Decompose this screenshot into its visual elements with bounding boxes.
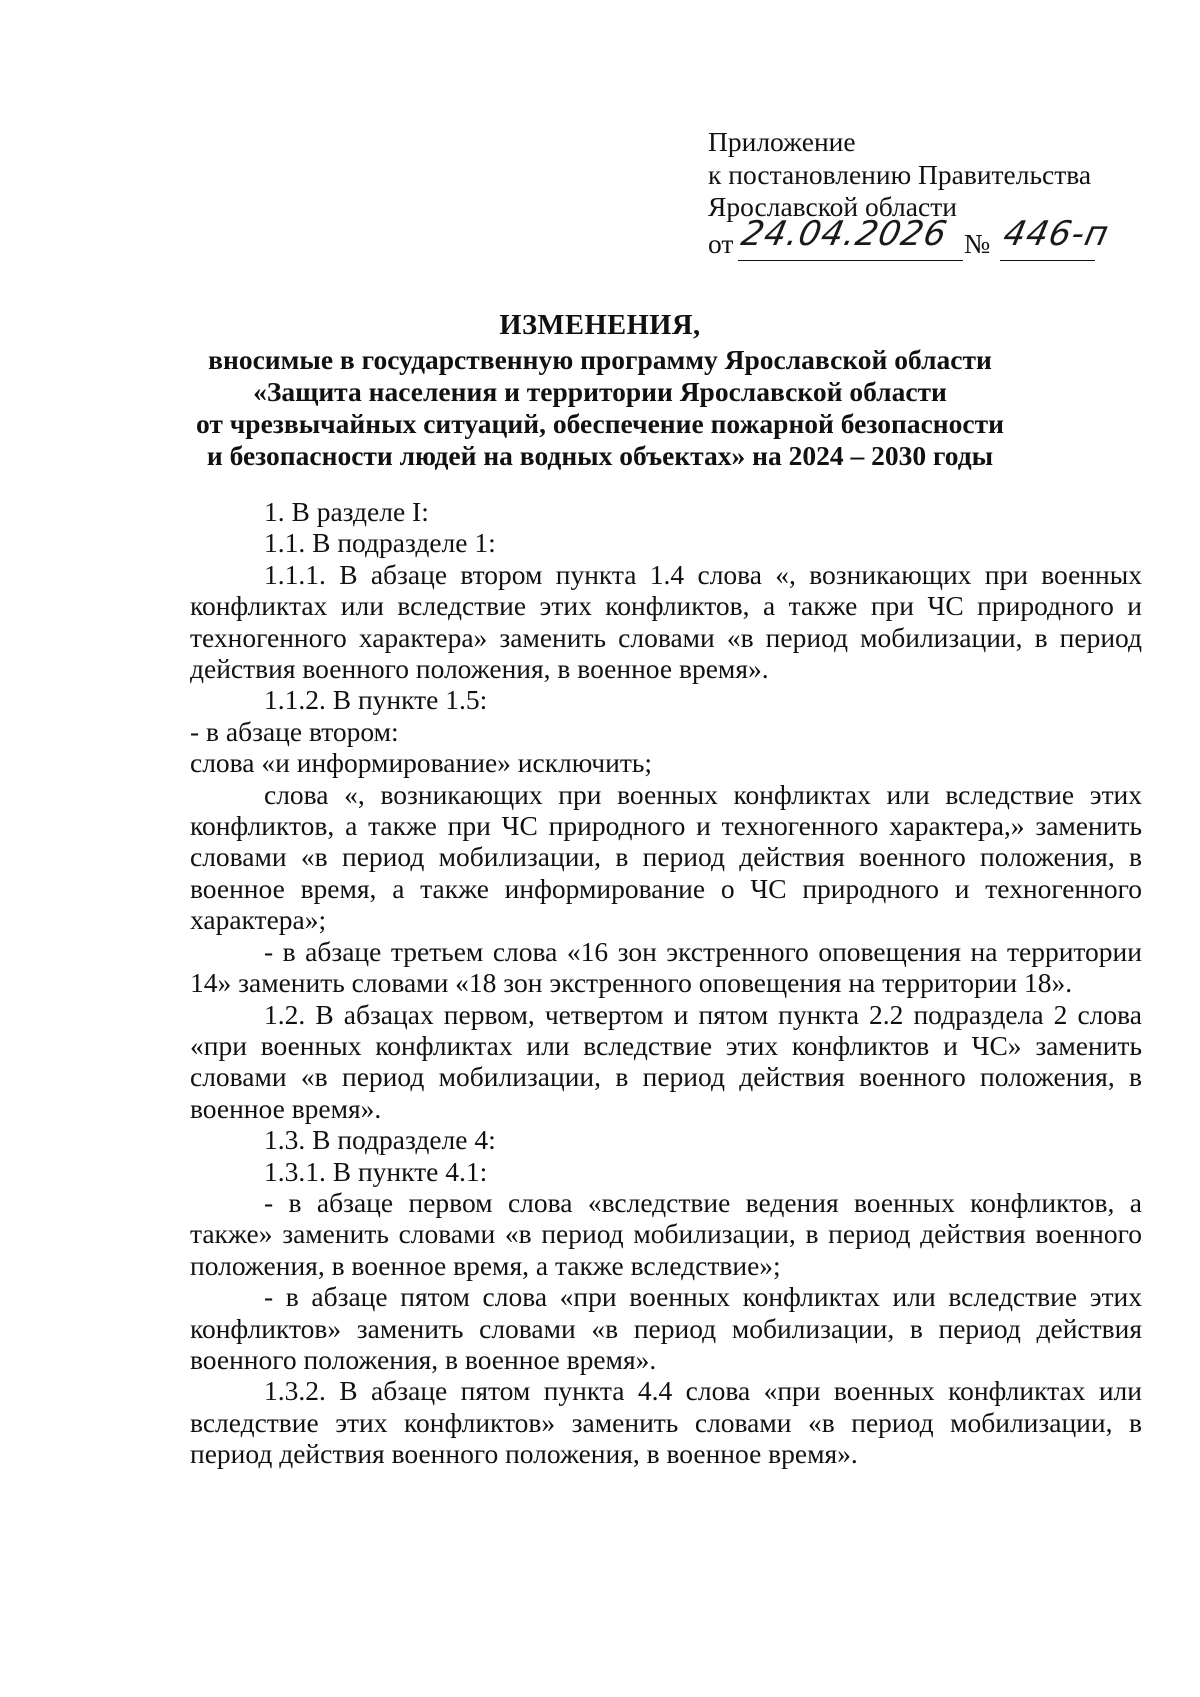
number-underline	[1000, 260, 1095, 261]
paragraph: слова «, возникающих при военных конфликтах или вследствие этих конфликтов, а также при ЧС природного и техногенного характера,» заменить словами «в период мобилизации, в период действия военного положения, в военное время, а также информирование о ЧС природного и техногенного характера»;	[190, 778, 1142, 936]
paragraph: 1.1.2. В пункте 1.5:	[264, 684, 488, 716]
title-heading: ИЗМЕНЕНИЯ,	[499, 310, 701, 341]
appendix-label: Приложение	[708, 126, 856, 157]
number-sign: №	[964, 227, 991, 259]
paragraph: 1.3.2. В абзаце пятом пункта 4.4 слова «при военных конфликтах или вследствие этих конфликтов» заменить словами «в период мобилизации, в период действия военного положения, в военное время».	[190, 1375, 1142, 1470]
title-subline-2: «Защита населения и территории Ярославской области	[253, 376, 947, 407]
paragraph: - в абзаце третьем слова «16 зон экстренного оповещения на территории 14» заменить словами «18 зон экстренного оповещения на территории 18».	[190, 935, 1142, 999]
appendix-resolution-line: к постановлению Правительства	[708, 158, 1092, 190]
document-body	[190, 496, 1142, 1470]
title-subline-3: от чрезвычайных ситуаций, обеспечение пожарной безопасности	[196, 408, 1004, 439]
paragraph: 1.1. В подразделе 1:	[264, 527, 496, 559]
paragraph: 1.1.1. В абзаце втором пункта 1.4 слова «, возникающих при военных конфликтах или вследствие этих конфликтов, а также при ЧС природного и техногенного характера» заменить словами «в период мобилизации, в период действия военного положения, в военное время».	[190, 558, 1142, 685]
paragraph: слова «и информирование» исключить;	[190, 747, 653, 779]
paragraph: 1. В разделе I:	[264, 496, 429, 527]
handwritten-number: 446-п	[999, 213, 1113, 254]
paragraph: 1.3. В подразделе 4:	[264, 1124, 496, 1156]
handwritten-date: 24.04.2026	[737, 213, 951, 254]
date-number-line	[708, 213, 1148, 264]
document-title	[130, 308, 1070, 472]
title-subline-1: вносимые в государственную программу Ярославской области	[208, 344, 992, 375]
paragraph: - в абзаце пятом слова «при военных конфликтах или вследствие этих конфликтов» заменить словами «в период мобилизации, в период действия военного положения, в военное время».	[190, 1281, 1142, 1375]
paragraph: 1.3.1. В пункте 4.1:	[264, 1155, 488, 1187]
paragraph: 1.2. В абзацах первом, четвертом и пятом пункта 2.2 подраздела 2 слова «при военных конфликтах или вследствие этих конфликтов и ЧС» заменить словами «в период мобилизации, в период действия военного положения, в военное время».	[190, 998, 1142, 1124]
date-underline	[738, 260, 963, 261]
title-subline-4: и безопасности людей на водных объектах» на 2024 – 2030 годы	[206, 440, 994, 471]
paragraph: - в абзаце втором:	[190, 715, 399, 747]
appendix-region-line: Ярославской области	[708, 191, 957, 222]
appendix-header	[708, 126, 1148, 264]
paragraph: - в абзаце первом слова «вследствие ведения военных конфликтов, а также» заменить словами «в период мобилизации, в период действия военного положения, в военное время, а также вследствие»;	[190, 1186, 1142, 1281]
date-prefix: от	[708, 227, 734, 259]
